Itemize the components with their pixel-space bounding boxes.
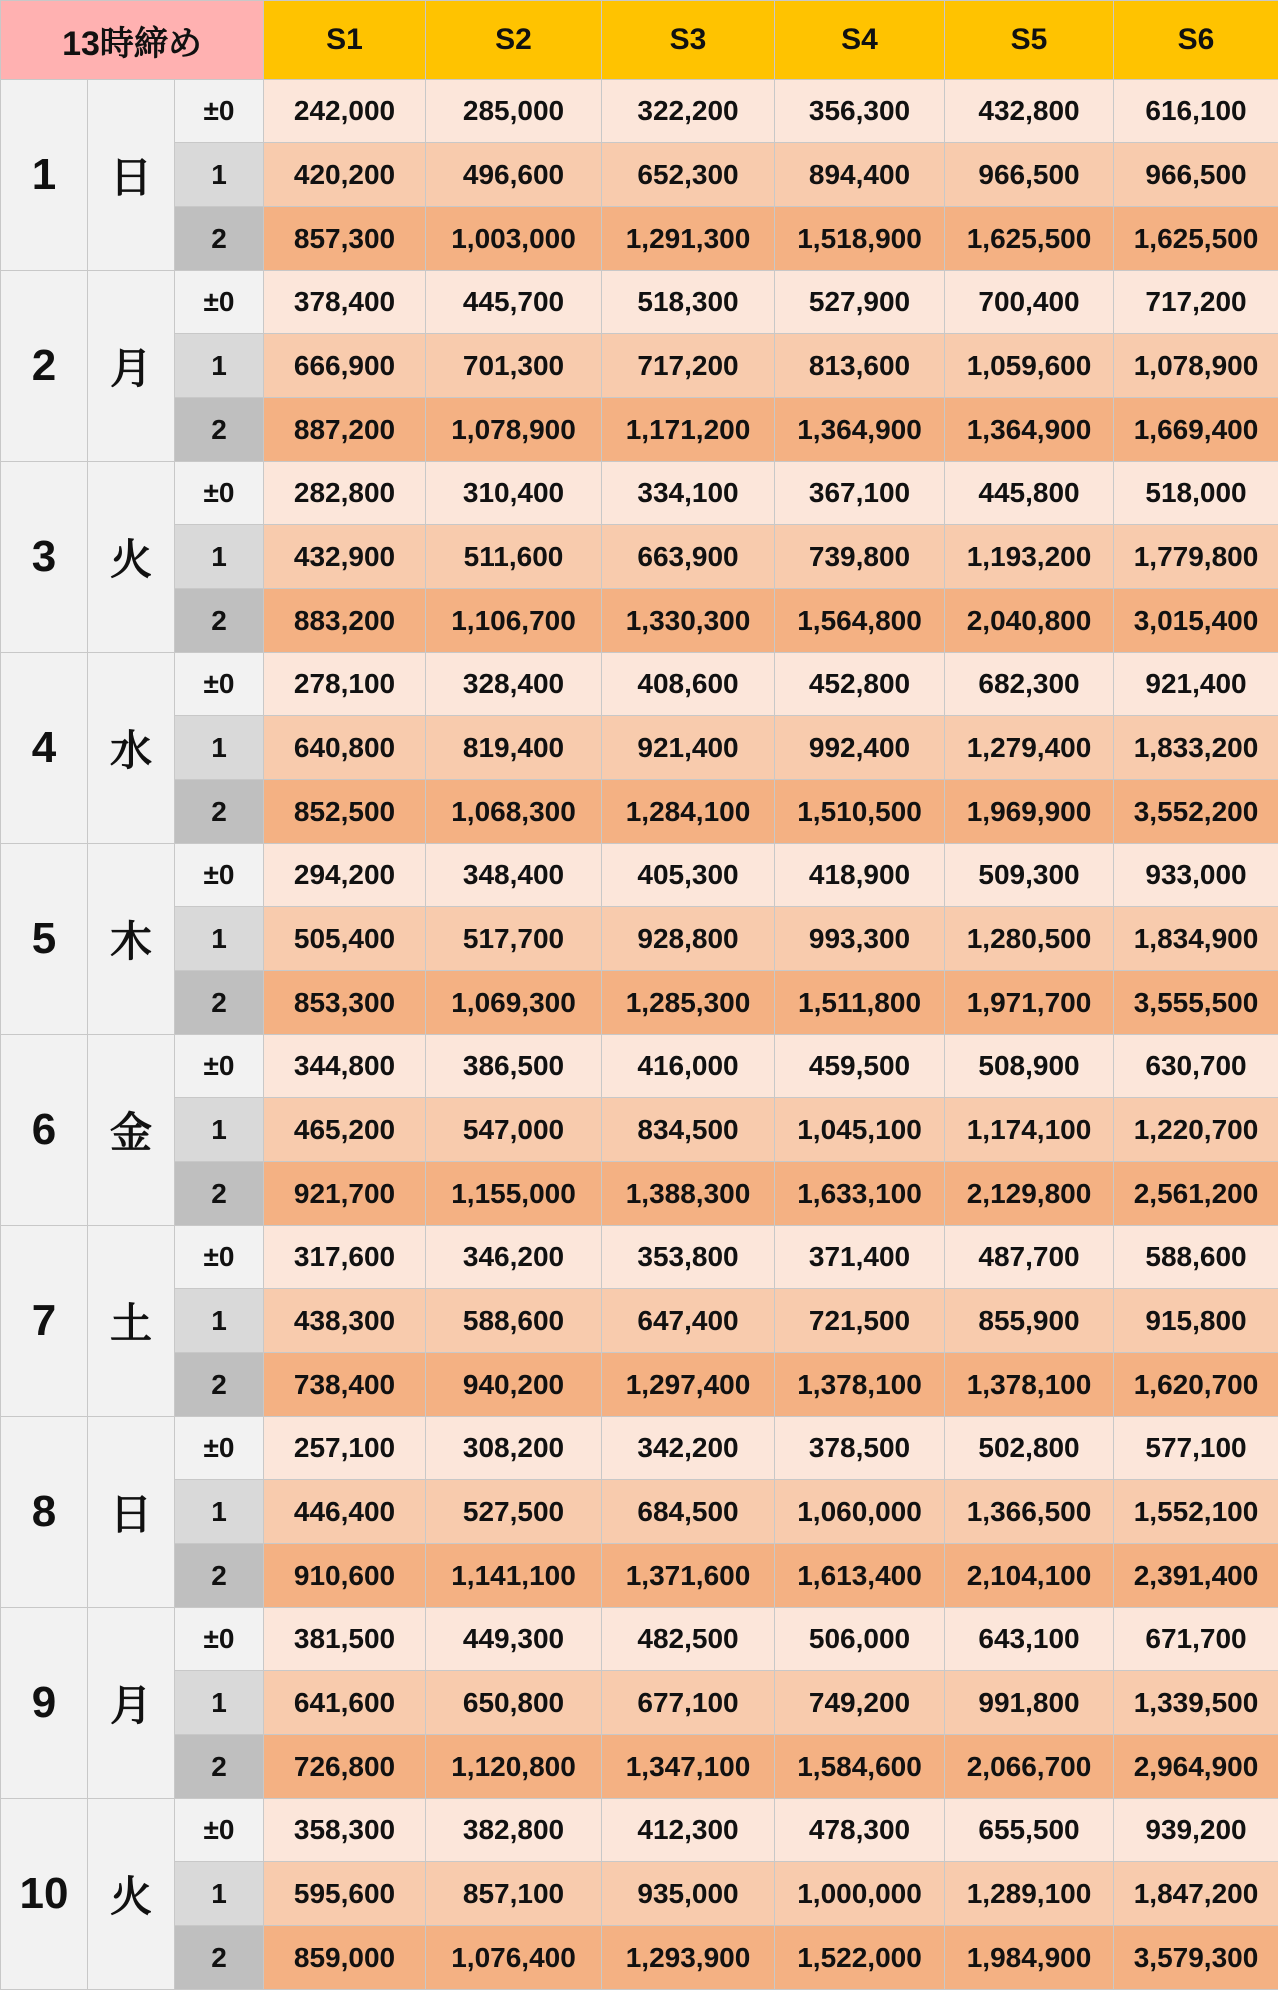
value-cell: 834,500 <box>602 1098 775 1162</box>
value-cell: 386,500 <box>426 1035 602 1098</box>
value-cell: 819,400 <box>426 716 602 780</box>
day-number: 6 <box>1 1035 88 1226</box>
value-cell: 1,141,100 <box>426 1544 602 1608</box>
column-header-s6: S6 <box>1114 1 1278 80</box>
table-row <box>1 80 1278 143</box>
level-label: 1 <box>175 716 264 780</box>
value-cell: 666,900 <box>264 334 426 398</box>
value-cell: 643,100 <box>945 1608 1114 1671</box>
value-cell: 1,388,300 <box>602 1162 775 1226</box>
value-cell: 1,552,100 <box>1114 1480 1278 1544</box>
value-cell: 346,200 <box>426 1226 602 1289</box>
value-cell: 382,800 <box>426 1799 602 1862</box>
value-cell: 3,552,200 <box>1114 780 1278 844</box>
value-cell: 445,700 <box>426 271 602 334</box>
weekday: 日 <box>88 80 175 271</box>
value-cell: 1,285,300 <box>602 971 775 1035</box>
level-label: 1 <box>175 143 264 207</box>
value-cell: 1,518,900 <box>775 207 945 271</box>
level-label: 1 <box>175 1480 264 1544</box>
column-header-s4: S4 <box>775 1 945 80</box>
value-cell: 438,300 <box>264 1289 426 1353</box>
value-cell: 3,015,400 <box>1114 589 1278 653</box>
column-header-s5: S5 <box>945 1 1114 80</box>
value-cell: 2,040,800 <box>945 589 1114 653</box>
value-cell: 1,000,000 <box>775 1862 945 1926</box>
value-cell: 2,066,700 <box>945 1735 1114 1799</box>
value-cell: 630,700 <box>1114 1035 1278 1098</box>
day-number: 4 <box>1 653 88 844</box>
weekday: 火 <box>88 462 175 653</box>
value-cell: 701,300 <box>426 334 602 398</box>
weekday: 火 <box>88 1799 175 1990</box>
level-label: 1 <box>175 525 264 589</box>
value-cell: 1,220,700 <box>1114 1098 1278 1162</box>
value-cell: 966,500 <box>1114 143 1278 207</box>
value-cell: 1,155,000 <box>426 1162 602 1226</box>
value-cell: 527,900 <box>775 271 945 334</box>
value-cell: 855,900 <box>945 1289 1114 1353</box>
value-cell: 2,129,800 <box>945 1162 1114 1226</box>
table-row <box>1 1926 1278 1990</box>
value-cell: 1,193,200 <box>945 525 1114 589</box>
day-number: 1 <box>1 80 88 271</box>
table-row <box>1 1735 1278 1799</box>
value-cell: 1,078,900 <box>426 398 602 462</box>
table-row <box>1 525 1278 589</box>
value-cell: 371,400 <box>775 1226 945 1289</box>
value-cell: 518,300 <box>602 271 775 334</box>
table-row <box>1 1289 1278 1353</box>
day-number: 8 <box>1 1417 88 1608</box>
value-cell: 1,984,900 <box>945 1926 1114 1990</box>
value-cell: 1,174,100 <box>945 1098 1114 1162</box>
table-row <box>1 1799 1278 1862</box>
value-cell: 813,600 <box>775 334 945 398</box>
table-row <box>1 462 1278 525</box>
value-cell: 1,060,000 <box>775 1480 945 1544</box>
value-cell: 1,284,100 <box>602 780 775 844</box>
day-number: 2 <box>1 271 88 462</box>
value-cell: 1,120,800 <box>426 1735 602 1799</box>
value-cell: 641,600 <box>264 1671 426 1735</box>
value-cell: 966,500 <box>945 143 1114 207</box>
table-row <box>1 1862 1278 1926</box>
value-cell: 1,625,500 <box>945 207 1114 271</box>
value-cell: 655,500 <box>945 1799 1114 1862</box>
level-label: 1 <box>175 1671 264 1735</box>
table-row <box>1 907 1278 971</box>
value-cell: 910,600 <box>264 1544 426 1608</box>
value-cell: 446,400 <box>264 1480 426 1544</box>
weekday: 水 <box>88 653 175 844</box>
value-cell: 517,700 <box>426 907 602 971</box>
value-cell: 381,500 <box>264 1608 426 1671</box>
value-cell: 1,364,900 <box>775 398 945 462</box>
level-label: 1 <box>175 907 264 971</box>
value-cell: 1,584,600 <box>775 1735 945 1799</box>
value-cell: 294,200 <box>264 844 426 907</box>
value-cell: 1,003,000 <box>426 207 602 271</box>
value-cell: 348,400 <box>426 844 602 907</box>
value-cell: 677,100 <box>602 1671 775 1735</box>
value-cell: 921,400 <box>1114 653 1278 716</box>
value-cell: 647,400 <box>602 1289 775 1353</box>
level-label: 2 <box>175 1544 264 1608</box>
value-cell: 405,300 <box>602 844 775 907</box>
value-cell: 663,900 <box>602 525 775 589</box>
value-cell: 700,400 <box>945 271 1114 334</box>
value-cell: 1,833,200 <box>1114 716 1278 780</box>
value-cell: 328,400 <box>426 653 602 716</box>
table-row <box>1 971 1278 1035</box>
value-cell: 459,500 <box>775 1035 945 1098</box>
value-cell: 1,045,100 <box>775 1098 945 1162</box>
table-row <box>1 780 1278 844</box>
level-label: ±0 <box>175 653 264 716</box>
table-row <box>1 1608 1278 1671</box>
table-row <box>1 334 1278 398</box>
value-cell: 310,400 <box>426 462 602 525</box>
value-cell: 1,339,500 <box>1114 1671 1278 1735</box>
level-label: 1 <box>175 1289 264 1353</box>
table-row <box>1 143 1278 207</box>
value-cell: 1,069,300 <box>426 971 602 1035</box>
value-cell: 308,200 <box>426 1417 602 1480</box>
value-cell: 1,279,400 <box>945 716 1114 780</box>
value-cell: 2,561,200 <box>1114 1162 1278 1226</box>
day-number: 5 <box>1 844 88 1035</box>
value-cell: 650,800 <box>426 1671 602 1735</box>
value-cell: 412,300 <box>602 1799 775 1862</box>
value-cell: 449,300 <box>426 1608 602 1671</box>
value-cell: 353,800 <box>602 1226 775 1289</box>
value-cell: 506,000 <box>775 1608 945 1671</box>
value-cell: 432,800 <box>945 80 1114 143</box>
value-cell: 367,100 <box>775 462 945 525</box>
value-cell: 2,104,100 <box>945 1544 1114 1608</box>
value-cell: 883,200 <box>264 589 426 653</box>
value-cell: 408,600 <box>602 653 775 716</box>
value-cell: 640,800 <box>264 716 426 780</box>
table-row <box>1 1035 1278 1098</box>
value-cell: 921,700 <box>264 1162 426 1226</box>
value-cell: 508,900 <box>945 1035 1114 1098</box>
value-cell: 1,613,400 <box>775 1544 945 1608</box>
value-cell: 739,800 <box>775 525 945 589</box>
value-cell: 1,366,500 <box>945 1480 1114 1544</box>
value-cell: 1,293,900 <box>602 1926 775 1990</box>
value-cell: 356,300 <box>775 80 945 143</box>
value-cell: 505,400 <box>264 907 426 971</box>
value-cell: 344,800 <box>264 1035 426 1098</box>
level-label: ±0 <box>175 1799 264 1862</box>
value-cell: 509,300 <box>945 844 1114 907</box>
value-cell: 1,620,700 <box>1114 1353 1278 1417</box>
value-cell: 1,847,200 <box>1114 1862 1278 1926</box>
value-cell: 1,669,400 <box>1114 398 1278 462</box>
value-cell: 342,200 <box>602 1417 775 1480</box>
level-label: 2 <box>175 1353 264 1417</box>
value-cell: 935,000 <box>602 1862 775 1926</box>
value-cell: 857,100 <box>426 1862 602 1926</box>
weekday: 月 <box>88 1608 175 1799</box>
weekday: 金 <box>88 1035 175 1226</box>
value-cell: 921,400 <box>602 716 775 780</box>
level-label: 2 <box>175 1926 264 1990</box>
weekday: 土 <box>88 1226 175 1417</box>
table-row <box>1 1544 1278 1608</box>
value-cell: 721,500 <box>775 1289 945 1353</box>
value-cell: 452,800 <box>775 653 945 716</box>
value-cell: 445,800 <box>945 462 1114 525</box>
level-label: ±0 <box>175 1608 264 1671</box>
value-cell: 278,100 <box>264 653 426 716</box>
value-cell: 1,289,100 <box>945 1862 1114 1926</box>
value-cell: 940,200 <box>426 1353 602 1417</box>
value-cell: 317,600 <box>264 1226 426 1289</box>
value-cell: 378,400 <box>264 271 426 334</box>
value-cell: 511,600 <box>426 525 602 589</box>
level-label: 2 <box>175 971 264 1035</box>
value-cell: 738,400 <box>264 1353 426 1417</box>
value-cell: 3,555,500 <box>1114 971 1278 1035</box>
table-row <box>1 716 1278 780</box>
header-row <box>1 1 1278 80</box>
table-row <box>1 398 1278 462</box>
value-cell: 749,200 <box>775 1671 945 1735</box>
value-cell: 726,800 <box>264 1735 426 1799</box>
value-cell: 257,100 <box>264 1417 426 1480</box>
table-row <box>1 1162 1278 1226</box>
value-cell: 717,200 <box>602 334 775 398</box>
value-cell: 991,800 <box>945 1671 1114 1735</box>
value-cell: 1,059,600 <box>945 334 1114 398</box>
value-cell: 487,700 <box>945 1226 1114 1289</box>
value-cell: 1,330,300 <box>602 589 775 653</box>
value-cell: 588,600 <box>1114 1226 1278 1289</box>
day-number: 9 <box>1 1608 88 1799</box>
column-header-s2: S2 <box>426 1 602 80</box>
level-label: 1 <box>175 1862 264 1926</box>
value-cell: 928,800 <box>602 907 775 971</box>
value-cell: 416,000 <box>602 1035 775 1098</box>
value-cell: 1,078,900 <box>1114 334 1278 398</box>
value-cell: 852,500 <box>264 780 426 844</box>
level-label: ±0 <box>175 271 264 334</box>
value-cell: 478,300 <box>775 1799 945 1862</box>
value-cell: 894,400 <box>775 143 945 207</box>
value-cell: 717,200 <box>1114 271 1278 334</box>
value-cell: 933,000 <box>1114 844 1278 907</box>
value-cell: 939,200 <box>1114 1799 1278 1862</box>
value-cell: 857,300 <box>264 207 426 271</box>
value-cell: 496,600 <box>426 143 602 207</box>
value-cell: 887,200 <box>264 398 426 462</box>
value-cell: 1,834,900 <box>1114 907 1278 971</box>
table-row <box>1 207 1278 271</box>
value-cell: 1,625,500 <box>1114 207 1278 271</box>
value-cell: 588,600 <box>426 1289 602 1353</box>
value-cell: 1,564,800 <box>775 589 945 653</box>
table-row <box>1 271 1278 334</box>
value-cell: 282,800 <box>264 462 426 525</box>
level-label: ±0 <box>175 1417 264 1480</box>
day-number: 10 <box>1 1799 88 1990</box>
value-cell: 853,300 <box>264 971 426 1035</box>
value-cell: 1,076,400 <box>426 1926 602 1990</box>
value-cell: 1,291,300 <box>602 207 775 271</box>
value-cell: 1,522,000 <box>775 1926 945 1990</box>
value-cell: 595,600 <box>264 1862 426 1926</box>
value-cell: 1,364,900 <box>945 398 1114 462</box>
table-row <box>1 844 1278 907</box>
table-row <box>1 1671 1278 1735</box>
weekday: 月 <box>88 271 175 462</box>
level-label: ±0 <box>175 1035 264 1098</box>
value-cell: 577,100 <box>1114 1417 1278 1480</box>
value-cell: 527,500 <box>426 1480 602 1544</box>
value-cell: 2,391,400 <box>1114 1544 1278 1608</box>
table-body <box>1 80 1278 1990</box>
day-number: 7 <box>1 1226 88 1417</box>
level-label: ±0 <box>175 80 264 143</box>
value-cell: 285,000 <box>426 80 602 143</box>
value-cell: 547,000 <box>426 1098 602 1162</box>
value-cell: 1,511,800 <box>775 971 945 1035</box>
table-row <box>1 1098 1278 1162</box>
weekday: 日 <box>88 1417 175 1608</box>
table-row <box>1 1353 1278 1417</box>
value-cell: 482,500 <box>602 1608 775 1671</box>
table-row <box>1 1480 1278 1544</box>
value-cell: 1,347,100 <box>602 1735 775 1799</box>
table-row <box>1 1417 1278 1480</box>
value-cell: 671,700 <box>1114 1608 1278 1671</box>
value-cell: 2,964,900 <box>1114 1735 1278 1799</box>
value-cell: 1,171,200 <box>602 398 775 462</box>
value-cell: 1,633,100 <box>775 1162 945 1226</box>
value-cell: 1,378,100 <box>945 1353 1114 1417</box>
value-cell: 1,510,500 <box>775 780 945 844</box>
level-label: 1 <box>175 1098 264 1162</box>
level-label: 2 <box>175 207 264 271</box>
value-cell: 418,900 <box>775 844 945 907</box>
value-cell: 420,200 <box>264 143 426 207</box>
value-cell: 993,300 <box>775 907 945 971</box>
value-cell: 859,000 <box>264 1926 426 1990</box>
value-cell: 915,800 <box>1114 1289 1278 1353</box>
deadline-label: 13時締め <box>1 1 264 80</box>
table-row <box>1 1226 1278 1289</box>
value-cell: 378,500 <box>775 1417 945 1480</box>
value-cell: 1,297,400 <box>602 1353 775 1417</box>
value-cell: 616,100 <box>1114 80 1278 143</box>
value-cell: 992,400 <box>775 716 945 780</box>
level-label: 2 <box>175 398 264 462</box>
column-header-s3: S3 <box>602 1 775 80</box>
value-cell: 684,500 <box>602 1480 775 1544</box>
value-cell: 358,300 <box>264 1799 426 1862</box>
value-cell: 1,280,500 <box>945 907 1114 971</box>
day-number: 3 <box>1 462 88 653</box>
level-label: ±0 <box>175 844 264 907</box>
value-cell: 3,579,300 <box>1114 1926 1278 1990</box>
value-cell: 682,300 <box>945 653 1114 716</box>
value-cell: 1,969,900 <box>945 780 1114 844</box>
value-cell: 322,200 <box>602 80 775 143</box>
level-label: 1 <box>175 334 264 398</box>
table-row <box>1 589 1278 653</box>
value-cell: 1,779,800 <box>1114 525 1278 589</box>
level-label: 2 <box>175 1162 264 1226</box>
value-cell: 1,068,300 <box>426 780 602 844</box>
level-label: 2 <box>175 1735 264 1799</box>
value-cell: 1,371,600 <box>602 1544 775 1608</box>
value-cell: 652,300 <box>602 143 775 207</box>
level-label: ±0 <box>175 1226 264 1289</box>
level-label: ±0 <box>175 462 264 525</box>
level-label: 2 <box>175 589 264 653</box>
table-row <box>1 653 1278 716</box>
value-cell: 518,000 <box>1114 462 1278 525</box>
value-cell: 432,900 <box>264 525 426 589</box>
value-cell: 465,200 <box>264 1098 426 1162</box>
value-cell: 334,100 <box>602 462 775 525</box>
value-cell: 502,800 <box>945 1417 1114 1480</box>
value-cell: 1,971,700 <box>945 971 1114 1035</box>
weekday: 木 <box>88 844 175 1035</box>
value-cell: 242,000 <box>264 80 426 143</box>
column-header-s1: S1 <box>264 1 426 80</box>
value-cell: 1,106,700 <box>426 589 602 653</box>
value-cell: 1,378,100 <box>775 1353 945 1417</box>
level-label: 2 <box>175 780 264 844</box>
